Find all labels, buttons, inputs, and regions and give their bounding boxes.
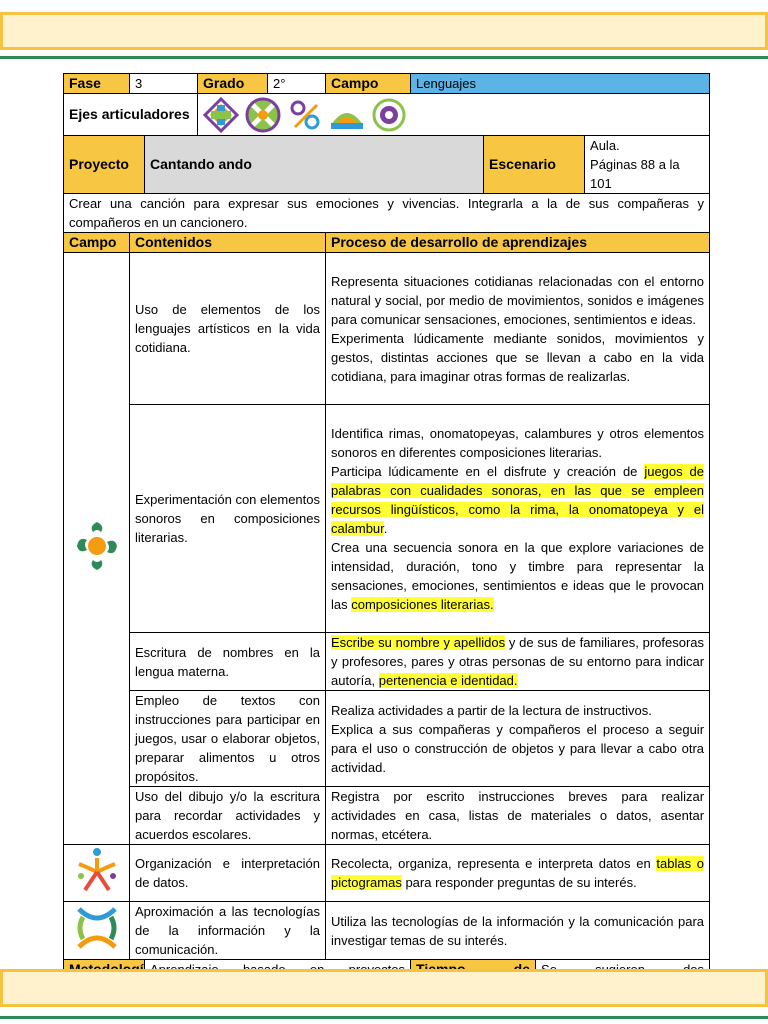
campo-cell-etica (64, 902, 130, 960)
contenido-1: Uso de elementos de los lenguajes artísticos en la vida cotidiana. (130, 253, 326, 405)
bottom-banner (0, 969, 768, 1007)
proceso-4-p2: Explica a sus compañeras y compañeros el proceso a seguir para el uso o construcción de objetos y para llevar a cabo otra actividad. (331, 721, 705, 775)
escenario-line-1: Aula. (590, 138, 620, 153)
lectura-escritura-icon (329, 97, 365, 133)
proceso-4 (326, 691, 710, 787)
proceso-2-p3 (331, 538, 704, 614)
contenido-2: Experimentación con elementos sonoros en composiciones literarias. (130, 405, 326, 633)
proceso-6 (326, 845, 710, 902)
proceso-3 (326, 633, 710, 691)
proceso-4-p1: Realiza actividades a partir de la lectura de instructivos. (331, 702, 652, 718)
top-banner (0, 12, 768, 50)
campo-cell-lenguajes (64, 253, 130, 845)
interculturalidad-icon (245, 97, 281, 133)
proceso-2-p2 (331, 462, 704, 538)
proceso-2 (326, 405, 710, 633)
contenido-5: Uso del dibujo y/o la escritura para recordar actividades y acuerdos escolares. (130, 787, 326, 845)
col-header-contenidos: Contenidos (130, 233, 326, 253)
escenario-value (585, 136, 710, 194)
proceso-2-p2-highlight: juegos de palabras con cualidades sonoras, en las que se empleen recursos lingüísticos, como la rima, la onomatopeya y el calambur (331, 463, 705, 536)
escenario-label: Escenario (484, 136, 585, 194)
contenido-7: Aproximación a las tecnologías de la información y la comunicación. (130, 902, 326, 960)
ejes-icons (198, 94, 710, 136)
contenido-3: Escritura de nombres en la lengua materna. (130, 633, 326, 691)
proceso-5: Registra por escrito instrucciones breves para realizar actividades en casa, listas de materiales o datos, asentar normas, etcétera. (326, 787, 710, 845)
planning-table (63, 73, 710, 980)
project-description: Crear una canción para expresar sus emociones y vivencias. Integrarla a la de sus compañeras y compañeros en un cancionero. (64, 194, 710, 233)
proceso-1-p1: Representa situaciones cotidianas relacionadas con el entorno natural y social, por medio de movimientos, sonidos e imágenes para comunicar sensaciones, emociones, sentimientos e ideas. (331, 273, 705, 327)
campo-cell-saberes (64, 845, 130, 902)
inclusion-icon (203, 97, 239, 133)
proceso-3-highlight-1: Escribe su nombre y apellidos (331, 635, 506, 650)
col-header-proceso: Proceso de desarrollo de aprendizajes (326, 233, 710, 253)
proceso-1 (326, 253, 710, 405)
escenario-line-2: Páginas 88 a la 101 (590, 157, 680, 191)
vida-saludable-icon (371, 97, 407, 133)
lenguajes-campo-icon (73, 518, 121, 574)
fase-value: 3 (130, 74, 198, 94)
campo-value: Lenguajes (411, 74, 710, 94)
proyecto-label: Proyecto (64, 136, 145, 194)
proceso-6-highlight: tablas o pictogramas (331, 856, 705, 890)
proceso-7: Utiliza las tecnologías de la información y la comunicación para investigar temas de su interés. (326, 902, 710, 960)
campo-label: Campo (326, 74, 411, 94)
proyecto-value: Cantando ando (145, 136, 484, 194)
grado-value: 2° (268, 74, 326, 94)
proceso-2-p2-end: . (383, 520, 388, 536)
proceso-3-text: y de sus de familiares, profesoras y profesores, pares y otras personas de su entorno para indicar autoría, (331, 635, 705, 688)
proceso-2-p2-text: Participa lúdicamente en el disfrute y creación de (331, 463, 645, 479)
fase-label: Fase (64, 74, 130, 94)
contenido-6: Organización e interpretación de datos. (130, 845, 326, 902)
grado-label: Grado (198, 74, 268, 94)
col-header-campo: Campo (64, 233, 130, 253)
saberes-campo-icon (73, 846, 121, 896)
proceso-2-p1: Identifica rimas, onomatopeyas, calambures y otros elementos sonoros en diferentes composiciones literarias. (331, 425, 705, 460)
proceso-3-highlight-2: pertenencia e identidad. (378, 673, 518, 688)
proceso-6-end: para responder preguntas de su interés. (401, 875, 637, 890)
top-rule (0, 56, 768, 59)
contenido-4: Empleo de textos con instrucciones para participar en juegos, usar o elaborar objetos, preparar alimentos u otros propósitos. (130, 691, 326, 787)
proceso-6-text: Recolecta, organiza, representa e interpreta datos en (331, 856, 657, 871)
igualdad-genero-icon (287, 97, 323, 133)
bottom-rule (0, 1016, 768, 1019)
proceso-2-p3-text: Crea una secuencia sonora en la que explore variaciones de intensidad, duración, tono y timbre para representar la sensaciones, emociones, sentimientos e ideas que le provocan las (331, 539, 705, 612)
proceso-2-p3-highlight: composiciones literarias. (351, 596, 494, 612)
ejes-label: Ejes articuladores (64, 94, 198, 136)
proceso-1-p2: Experimenta lúdicamente mediante sonidos, movimientos y gestos, distintas acciones que se llevan a cabo en la vida cotidiana, para imaginar otras formas de realizarlas. (331, 330, 705, 384)
etica-campo-icon (73, 903, 121, 953)
